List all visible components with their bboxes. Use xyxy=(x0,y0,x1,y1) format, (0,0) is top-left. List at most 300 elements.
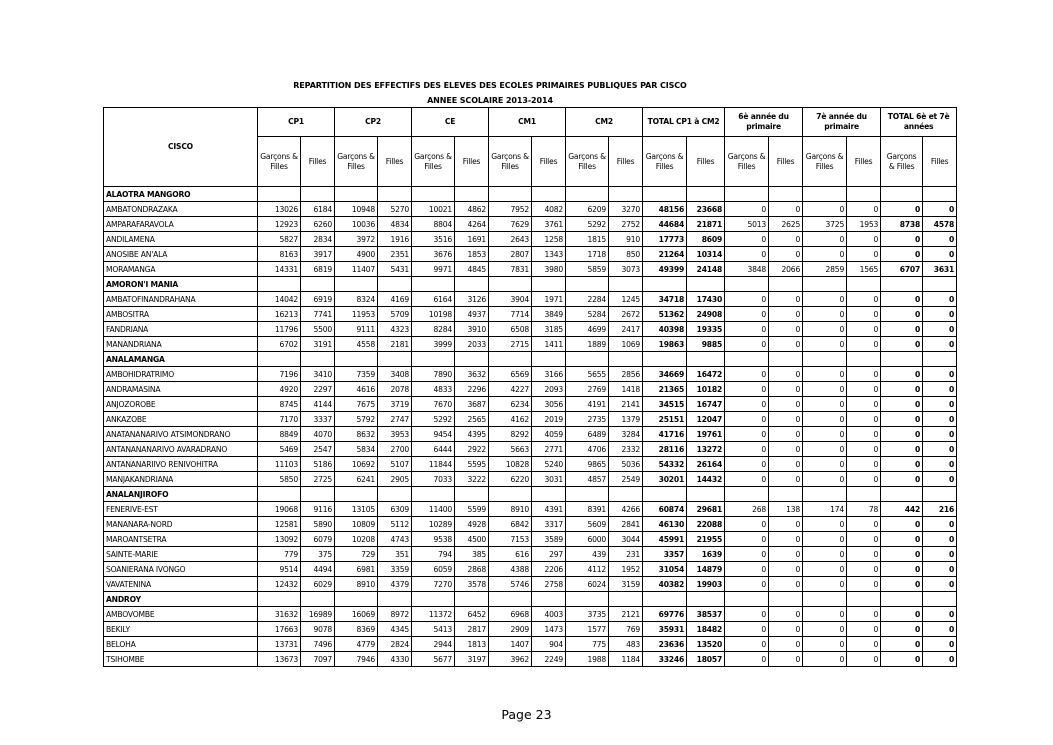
table-header xyxy=(104,108,957,187)
value-cell: 1069 xyxy=(609,337,643,352)
value-cell: 1953 xyxy=(847,217,881,232)
value-cell: 0 xyxy=(923,337,957,352)
value-cell: 8292 xyxy=(489,427,532,442)
empty-cell xyxy=(301,187,335,202)
empty-cell xyxy=(335,592,378,607)
value-cell: 31632 xyxy=(258,607,301,622)
table-row xyxy=(104,247,957,262)
value-cell: 5827 xyxy=(258,232,301,247)
value-cell: 4834 xyxy=(378,217,412,232)
value-cell: 2715 xyxy=(489,337,532,352)
group-header: CP2 xyxy=(335,108,412,137)
cisco-name: VAVATENINA xyxy=(104,577,258,592)
empty-cell xyxy=(412,277,455,292)
value-cell: 0 xyxy=(725,532,769,547)
value-cell: 3270 xyxy=(609,202,643,217)
value-cell: 850 xyxy=(609,247,643,262)
empty-cell xyxy=(643,277,687,292)
value-cell: 8632 xyxy=(335,427,378,442)
value-cell: 0 xyxy=(847,307,881,322)
value-cell: 0 xyxy=(881,412,923,427)
value-cell: 483 xyxy=(609,637,643,652)
value-cell: 8738 xyxy=(881,217,923,232)
value-cell: 1343 xyxy=(532,247,566,262)
value-cell: 3631 xyxy=(923,262,957,277)
value-cell: 0 xyxy=(769,322,803,337)
value-cell: 0 xyxy=(881,367,923,382)
value-cell: 910 xyxy=(609,232,643,247)
table-row xyxy=(104,217,957,232)
value-cell: 41716 xyxy=(643,427,687,442)
value-cell: 16069 xyxy=(335,607,378,622)
page-number: Page 23 xyxy=(501,707,552,722)
value-cell: 3197 xyxy=(455,652,489,667)
value-cell: 6819 xyxy=(301,262,335,277)
value-cell: 31054 xyxy=(643,562,687,577)
value-cell: 5186 xyxy=(301,457,335,472)
value-cell: 2351 xyxy=(378,247,412,262)
empty-cell xyxy=(532,592,566,607)
empty-cell xyxy=(609,277,643,292)
value-cell: 0 xyxy=(923,232,957,247)
value-cell: 0 xyxy=(847,382,881,397)
value-cell: 0 xyxy=(725,652,769,667)
value-cell: 2758 xyxy=(532,577,566,592)
value-cell: 16472 xyxy=(687,367,725,382)
value-cell: 2944 xyxy=(412,637,455,652)
empty-cell xyxy=(335,352,378,367)
value-cell: 0 xyxy=(769,577,803,592)
value-cell: 0 xyxy=(769,367,803,382)
cisco-name: MANJAKANDRIANA xyxy=(104,472,258,487)
empty-cell xyxy=(923,352,957,367)
value-cell: 6508 xyxy=(489,322,532,337)
table-row xyxy=(104,337,957,352)
empty-cell xyxy=(532,487,566,502)
empty-cell xyxy=(725,592,769,607)
document-title: REPARTITION DES EFFECTIFS DES ELEVES DES ECOLES PRIMAIRES PUBLIQUES PAR CISCO xyxy=(293,81,687,90)
value-cell: 7629 xyxy=(489,217,532,232)
value-cell: 5107 xyxy=(378,457,412,472)
value-cell: 40382 xyxy=(643,577,687,592)
value-cell: 2033 xyxy=(455,337,489,352)
empty-cell xyxy=(301,277,335,292)
subheader-filles: Filles xyxy=(455,137,489,187)
empty-cell xyxy=(923,592,957,607)
value-cell: 6309 xyxy=(378,502,412,517)
table-row xyxy=(104,577,957,592)
group-header: TOTAL 6è et 7è années xyxy=(881,108,957,137)
empty-cell xyxy=(455,592,489,607)
value-cell: 0 xyxy=(725,442,769,457)
value-cell: 0 xyxy=(881,232,923,247)
value-cell: 0 xyxy=(847,232,881,247)
value-cell: 0 xyxy=(881,397,923,412)
empty-cell xyxy=(687,592,725,607)
value-cell: 5036 xyxy=(609,457,643,472)
empty-cell xyxy=(335,487,378,502)
empty-cell xyxy=(725,487,769,502)
value-cell: 3159 xyxy=(609,577,643,592)
value-cell: 4191 xyxy=(566,397,609,412)
value-cell: 6260 xyxy=(301,217,335,232)
table-row xyxy=(104,292,957,307)
empty-cell xyxy=(847,592,881,607)
value-cell: 13026 xyxy=(258,202,301,217)
value-cell: 268 xyxy=(725,502,769,517)
table-row xyxy=(104,427,957,442)
subheader-filles: Filles xyxy=(609,137,643,187)
value-cell: 9514 xyxy=(258,562,301,577)
value-cell: 19863 xyxy=(643,337,687,352)
empty-cell xyxy=(301,592,335,607)
value-cell: 0 xyxy=(803,547,847,562)
empty-cell xyxy=(803,187,847,202)
value-cell: 775 xyxy=(566,637,609,652)
value-cell: 0 xyxy=(803,637,847,652)
empty-cell xyxy=(455,277,489,292)
value-cell: 48156 xyxy=(643,202,687,217)
empty-cell xyxy=(847,187,881,202)
value-cell: 6220 xyxy=(489,472,532,487)
value-cell: 9865 xyxy=(566,457,609,472)
value-cell: 6234 xyxy=(489,397,532,412)
value-cell: 5595 xyxy=(455,457,489,472)
cisco-name: ANTANANANARIVO AVARADRANO xyxy=(104,442,258,457)
value-cell: 0 xyxy=(769,562,803,577)
group-header: TOTAL CP1 à CM2 xyxy=(643,108,725,137)
value-cell: 9111 xyxy=(335,322,378,337)
value-cell: 2672 xyxy=(609,307,643,322)
value-cell: 2859 xyxy=(803,262,847,277)
value-cell: 0 xyxy=(725,202,769,217)
subheader-filles: Filles xyxy=(769,137,803,187)
value-cell: 4227 xyxy=(489,382,532,397)
value-cell: 1691 xyxy=(455,232,489,247)
value-cell: 0 xyxy=(881,577,923,592)
value-cell: 7359 xyxy=(335,367,378,382)
value-cell: 2249 xyxy=(532,652,566,667)
value-cell: 0 xyxy=(847,322,881,337)
value-cell: 2824 xyxy=(378,637,412,652)
value-cell: 2332 xyxy=(609,442,643,457)
value-cell: 0 xyxy=(725,292,769,307)
value-cell: 1916 xyxy=(378,232,412,247)
value-cell: 3126 xyxy=(455,292,489,307)
value-cell: 0 xyxy=(803,247,847,262)
table-row xyxy=(104,457,957,472)
value-cell: 0 xyxy=(847,292,881,307)
value-cell: 0 xyxy=(923,427,957,442)
value-cell: 0 xyxy=(725,457,769,472)
value-cell: 10948 xyxy=(335,202,378,217)
value-cell: 16989 xyxy=(301,607,335,622)
value-cell: 0 xyxy=(725,562,769,577)
value-cell: 6489 xyxy=(566,427,609,442)
region-row xyxy=(104,187,957,202)
value-cell: 0 xyxy=(881,307,923,322)
value-cell: 0 xyxy=(881,547,923,562)
value-cell: 0 xyxy=(803,622,847,637)
value-cell: 26164 xyxy=(687,457,725,472)
value-cell: 0 xyxy=(923,202,957,217)
value-cell: 4779 xyxy=(335,637,378,652)
value-cell: 0 xyxy=(847,547,881,562)
value-cell: 2206 xyxy=(532,562,566,577)
cisco-name: AMBOVOMBE xyxy=(104,607,258,622)
empty-cell xyxy=(803,352,847,367)
empty-cell xyxy=(412,187,455,202)
empty-cell xyxy=(566,487,609,502)
cisco-name: SAINTE-MARIE xyxy=(104,547,258,562)
value-cell: 5792 xyxy=(335,412,378,427)
value-cell: 14432 xyxy=(687,472,725,487)
value-cell: 4144 xyxy=(301,397,335,412)
value-cell: 69776 xyxy=(643,607,687,622)
value-cell: 0 xyxy=(769,232,803,247)
empty-cell xyxy=(687,487,725,502)
empty-cell xyxy=(489,592,532,607)
value-cell: 0 xyxy=(769,397,803,412)
empty-cell xyxy=(725,187,769,202)
subheader-filles: Filles xyxy=(687,137,725,187)
value-cell: 4391 xyxy=(532,502,566,517)
value-cell: 16747 xyxy=(687,397,725,412)
value-cell: 3408 xyxy=(378,367,412,382)
empty-cell xyxy=(881,352,923,367)
table-row xyxy=(104,472,957,487)
value-cell: 0 xyxy=(769,457,803,472)
subheader-garcons-filles: Garçons & Filles xyxy=(489,137,532,187)
value-cell: 6707 xyxy=(881,262,923,277)
value-cell: 3972 xyxy=(335,232,378,247)
table-row xyxy=(104,397,957,412)
value-cell: 3317 xyxy=(532,517,566,532)
value-cell: 0 xyxy=(847,472,881,487)
empty-cell xyxy=(489,352,532,367)
value-cell: 4500 xyxy=(455,532,489,547)
group-header: 7è année du primaire xyxy=(803,108,881,137)
value-cell: 9078 xyxy=(301,622,335,637)
subheader-filles: Filles xyxy=(847,137,881,187)
value-cell: 0 xyxy=(769,622,803,637)
value-cell: 0 xyxy=(847,532,881,547)
value-cell: 23668 xyxy=(687,202,725,217)
value-cell: 1245 xyxy=(609,292,643,307)
value-cell: 2834 xyxy=(301,232,335,247)
region-name: ANALANJIROFO xyxy=(104,487,258,502)
value-cell: 3578 xyxy=(455,577,489,592)
cisco-name: MANANDRIANA xyxy=(104,337,258,352)
value-cell: 7097 xyxy=(301,652,335,667)
value-cell: 1815 xyxy=(566,232,609,247)
value-cell: 3917 xyxy=(301,247,335,262)
value-cell: 5890 xyxy=(301,517,335,532)
value-cell: 0 xyxy=(881,622,923,637)
cisco-name: ANTANANARIIVO RENIVOHITRA xyxy=(104,457,258,472)
value-cell: 2181 xyxy=(378,337,412,352)
subheader-garcons-filles: Garçons & Filles xyxy=(566,137,609,187)
value-cell: 0 xyxy=(769,412,803,427)
value-cell: 8324 xyxy=(335,292,378,307)
cisco-name: MORAMANGA xyxy=(104,262,258,277)
value-cell: 0 xyxy=(769,517,803,532)
empty-cell xyxy=(923,487,957,502)
value-cell: 0 xyxy=(769,292,803,307)
empty-cell xyxy=(378,352,412,367)
value-cell: 18482 xyxy=(687,622,725,637)
empty-cell xyxy=(258,187,301,202)
value-cell: 3191 xyxy=(301,337,335,352)
value-cell: 0 xyxy=(769,202,803,217)
subheader-garcons-filles: Garçons & Filles xyxy=(258,137,301,187)
value-cell: 2769 xyxy=(566,382,609,397)
value-cell: 0 xyxy=(881,607,923,622)
empty-cell xyxy=(923,277,957,292)
value-cell: 5746 xyxy=(489,577,532,592)
subheader-filles: Filles xyxy=(532,137,566,187)
value-cell: 5850 xyxy=(258,472,301,487)
empty-cell xyxy=(769,187,803,202)
empty-cell xyxy=(532,277,566,292)
subheader-filles: Filles xyxy=(378,137,412,187)
subheader-garcons-filles: Garçons & Filles xyxy=(725,137,769,187)
value-cell: 6184 xyxy=(301,202,335,217)
value-cell: 17663 xyxy=(258,622,301,637)
value-cell: 9971 xyxy=(412,262,455,277)
value-cell: 2747 xyxy=(378,412,412,427)
empty-cell xyxy=(378,187,412,202)
value-cell: 2284 xyxy=(566,292,609,307)
value-cell: 22088 xyxy=(687,517,725,532)
value-cell: 17430 xyxy=(687,292,725,307)
value-cell: 0 xyxy=(847,427,881,442)
value-cell: 9885 xyxy=(687,337,725,352)
empty-cell xyxy=(489,487,532,502)
value-cell: 3904 xyxy=(489,292,532,307)
value-cell: 13673 xyxy=(258,652,301,667)
value-cell: 2078 xyxy=(378,382,412,397)
empty-cell xyxy=(532,352,566,367)
value-cell: 2547 xyxy=(301,442,335,457)
empty-cell xyxy=(258,487,301,502)
value-cell: 34515 xyxy=(643,397,687,412)
value-cell: 24908 xyxy=(687,307,725,322)
value-cell: 1411 xyxy=(532,337,566,352)
value-cell: 7196 xyxy=(258,367,301,382)
value-cell: 385 xyxy=(455,547,489,562)
value-cell: 14331 xyxy=(258,262,301,277)
value-cell: 2121 xyxy=(609,607,643,622)
value-cell: 4706 xyxy=(566,442,609,457)
empty-cell xyxy=(847,352,881,367)
value-cell: 1577 xyxy=(566,622,609,637)
value-cell: 3725 xyxy=(803,217,847,232)
value-cell: 7952 xyxy=(489,202,532,217)
value-cell: 0 xyxy=(725,247,769,262)
value-cell: 2856 xyxy=(609,367,643,382)
value-cell: 4920 xyxy=(258,382,301,397)
value-cell: 6444 xyxy=(412,442,455,457)
cisco-name: BEKILY xyxy=(104,622,258,637)
value-cell: 0 xyxy=(725,367,769,382)
value-cell: 0 xyxy=(923,532,957,547)
value-cell: 23636 xyxy=(643,637,687,652)
empty-cell xyxy=(609,592,643,607)
value-cell: 8369 xyxy=(335,622,378,637)
value-cell: 0 xyxy=(847,652,881,667)
value-cell: 13092 xyxy=(258,532,301,547)
table-row xyxy=(104,442,957,457)
region-name: ALAOTRA MANGORO xyxy=(104,187,258,202)
value-cell: 2752 xyxy=(609,217,643,232)
group-header: CP1 xyxy=(258,108,335,137)
table-row xyxy=(104,262,957,277)
value-cell: 7714 xyxy=(489,307,532,322)
value-cell: 2093 xyxy=(532,382,566,397)
value-cell: 4699 xyxy=(566,322,609,337)
value-cell: 5500 xyxy=(301,322,335,337)
subheader-garcons-filles: Garçons & Filles xyxy=(335,137,378,187)
value-cell: 2868 xyxy=(455,562,489,577)
value-cell: 0 xyxy=(803,202,847,217)
value-cell: 4937 xyxy=(455,307,489,322)
value-cell: 0 xyxy=(881,517,923,532)
value-cell: 2700 xyxy=(378,442,412,457)
value-cell: 3687 xyxy=(455,397,489,412)
value-cell: 2817 xyxy=(455,622,489,637)
value-cell: 38537 xyxy=(687,607,725,622)
value-cell: 769 xyxy=(609,622,643,637)
value-cell: 0 xyxy=(881,532,923,547)
value-cell: 0 xyxy=(881,247,923,262)
empty-cell xyxy=(881,592,923,607)
table-row xyxy=(104,232,957,247)
value-cell: 0 xyxy=(725,382,769,397)
value-cell: 3337 xyxy=(301,412,335,427)
value-cell: 0 xyxy=(923,292,957,307)
value-cell: 13520 xyxy=(687,637,725,652)
value-cell: 16213 xyxy=(258,307,301,322)
empty-cell xyxy=(489,187,532,202)
cisco-name: FANDRIANA xyxy=(104,322,258,337)
region-row xyxy=(104,487,957,502)
value-cell: 174 xyxy=(803,502,847,517)
value-cell: 1379 xyxy=(609,412,643,427)
value-cell: 54332 xyxy=(643,457,687,472)
value-cell: 0 xyxy=(803,442,847,457)
value-cell: 0 xyxy=(923,367,957,382)
value-cell: 1718 xyxy=(566,247,609,262)
value-cell: 3761 xyxy=(532,217,566,232)
value-cell: 3056 xyxy=(532,397,566,412)
value-cell: 1988 xyxy=(566,652,609,667)
value-cell: 8745 xyxy=(258,397,301,412)
value-cell: 11796 xyxy=(258,322,301,337)
empty-cell xyxy=(881,277,923,292)
value-cell: 11407 xyxy=(335,262,378,277)
value-cell: 4266 xyxy=(609,502,643,517)
value-cell: 18057 xyxy=(687,652,725,667)
empty-cell xyxy=(769,487,803,502)
value-cell: 0 xyxy=(803,577,847,592)
value-cell: 4845 xyxy=(455,262,489,277)
table-row xyxy=(104,547,957,562)
value-cell: 0 xyxy=(881,382,923,397)
value-cell: 4900 xyxy=(335,247,378,262)
value-cell: 3044 xyxy=(609,532,643,547)
value-cell: 8163 xyxy=(258,247,301,262)
